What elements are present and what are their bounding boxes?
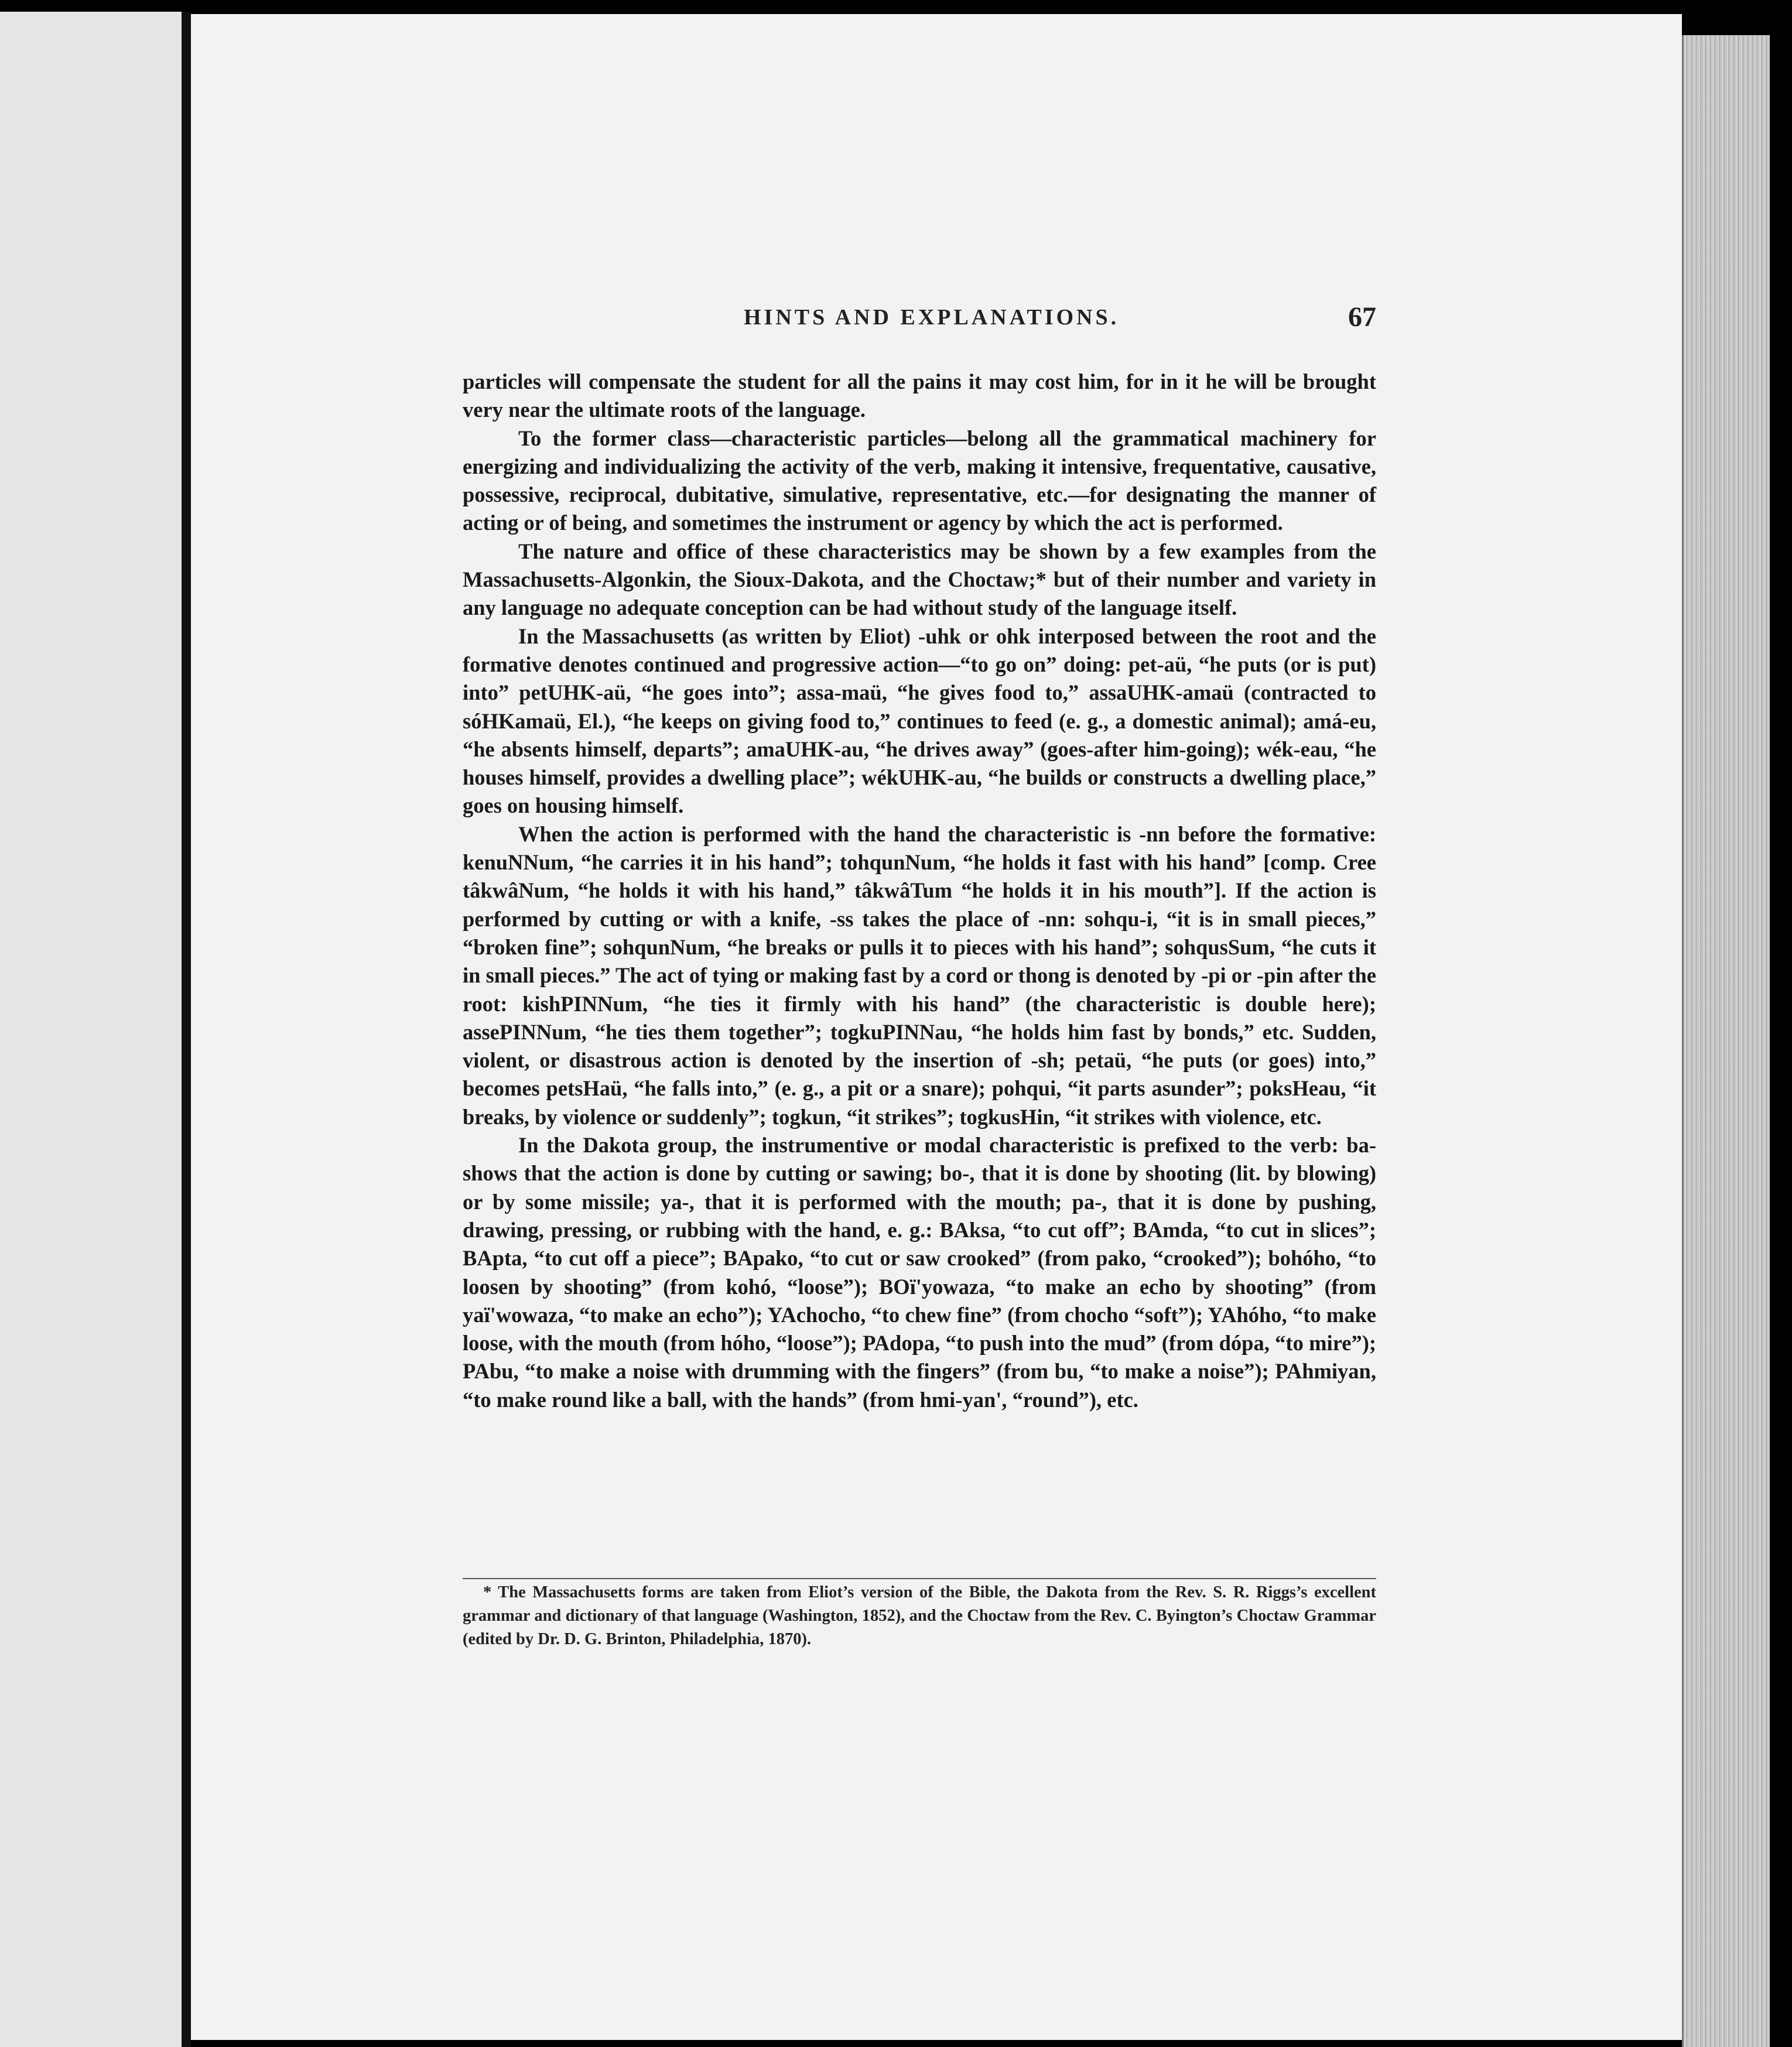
- page-number: 67: [1348, 302, 1376, 333]
- paragraph: particles will compensate the student for all the pains it may cost him, for in it he will be brought very near the ultimate roots of the language.: [463, 369, 1376, 422]
- footnote: * The Massachusetts forms are taken from Eliot’s version of the Bible, the Dakota from the Rev. S. R. Riggs’s excellent grammar and dictionary of that language (Washington, 1852), and the Choctaw from the Rev. C. Byington’s Choctaw Grammar (edited by Dr. D. G. Brinton, Philadelphia, 1870).: [463, 1583, 1376, 1648]
- footnote-divider: [463, 1578, 1376, 1579]
- paragraph: To the former class—characteristic particles—belong all the grammatical machinery for energizing and individualizing the activity of the verb, making it intensive, frequentative, causative, possessive, reciprocal, dubitative, simulative, representative, etc.—for designating the manner of acting or of being, and sometimes the instrument or agency by which the act is performed.: [463, 426, 1376, 535]
- facing-page-edge: [0, 12, 182, 2047]
- book-gutter: [182, 12, 191, 2047]
- paragraph: The nature and office of these characteristics may be shown by a few examples from the Massachusetts-Algonkin, the Sioux-Dakota, and the Choctaw;* but of their number and variety in any language no adequate conception can be had without study of the language itself.: [463, 539, 1376, 620]
- page-stack-shadow: [1770, 35, 1792, 2047]
- page-header: [463, 304, 1376, 340]
- paragraph: When the action is performed with the hand the characteristic is -nn before the formative: kenuNNum, “he carries it in his hand”; tohqunNum, “he holds it fast with his hand” [comp. Cree tâkwâNum, “he holds it with his hand,” tâkwâTum “he holds it in his mouth”]. If the action is performed by cutting or with a knife, -ss takes the place of -nn: sohqu-i, “it is in small pieces,” “broken fine”; sohqunNum, “he breaks or pulls it to pieces with his hand”; sohqusSum, “he cuts it in small pieces.” The act of tying or making fast by a cord or thong is denoted by -pi or -pin after the root: kishPINNum, “he ties it firmly with his hand” (the characteristic is double here); assePINNum, “he ties them together”; togkuPINNau, “he holds him fast by bonds,” etc. Sudden, violent, or disastrous action is denoted by the insertion of -sh; petaü, “he puts (or goes) into,” becomes petsHaü, “he falls into,” (e. g., a pit or a snare); pohqui, “it parts asunder”; poksHeau, “it breaks, by violence or suddenly”; togkun, “it strikes”; togkusHin, “it strikes with violence, etc.: [463, 821, 1376, 1129]
- paragraph: In the Dakota group, the instrumentive or modal characteristic is prefixed to the verb: ba- shows that the action is done by cutting or sawing; bo-, that it is done by shooting (lit. by blowing) or by some missile; ya-, that it is performed with the mouth; pa-, that it is done by pushing, drawing, pressing, or rubbing with the hand, e. g.: BAksa, “to cut off”; BAmda, “to cut in slices”; BApta, “to cut off a piece”; BApako, “to cut or saw crooked” (from pako, “crooked”); bohóho, “to loosen by shooting” (from kohó, “loose”); BOï'yowaza, “to make an echo by shooting” (from yaï'wowaza, “to make an echo”); YAchocho, “to chew fine” (from chocho “soft”); YAhóho, “to make loose, with the mouth (from hóho, “loose”); PAdopa, “to push into the mud” (from dópa, “to mire”); PAbu, “to make a noise with drumming with the fingers” (from bu, “to make a noise”); PAhmiyan, “to make round like a ball, with the hands” (from hmi-yan', “round”), etc.: [463, 1133, 1376, 1412]
- body-text: [463, 368, 1376, 1414]
- footnotes: [463, 1581, 1376, 1651]
- page-edges-stack: [1682, 35, 1772, 2047]
- running-head: HINTS AND EXPLANATIONS.: [744, 305, 1120, 330]
- paragraph: In the Massachusetts (as written by Eliot) -uhk or ohk interposed between the root and the formative denotes continued and progressive action—“to go on” doing: pet-aü, “he puts (or is put) into” petUHK-aü, “he goes into”; assa-maü, “he gives food to,” assaUHK-amaü (contracted to sóHKamaü, El.), “he keeps on giving food to,” continues to feed (e. g., a domestic animal); amá-eu, “he absents himself, departs”; amaUHK-au, “he drives away” (goes-after him-going); wék-eau, “he houses himself, provides a dwelling place”; wékUHK-au, “he builds or constructs a dwelling place,” goes on housing himself.: [463, 624, 1376, 818]
